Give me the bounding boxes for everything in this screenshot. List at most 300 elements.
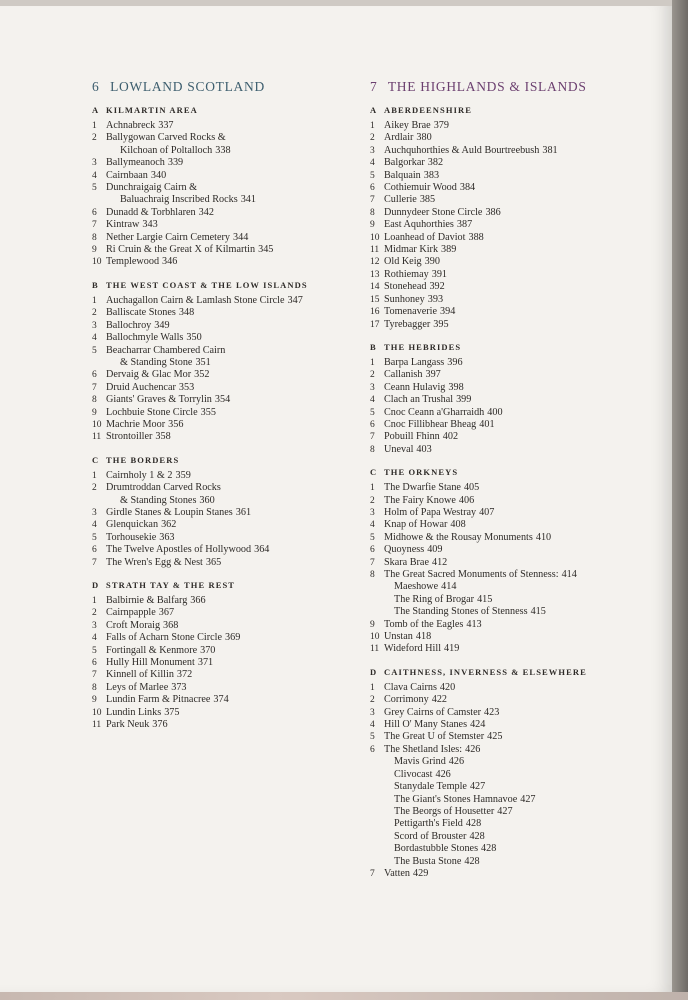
entry-title: Hill O' Many Stanes xyxy=(384,719,468,731)
entry-text xyxy=(384,294,645,306)
section-letter: A xyxy=(370,105,378,115)
entry-page-number: 379 xyxy=(433,120,449,131)
contents-entry xyxy=(370,856,645,868)
entry-title: Cnoc Fillibhear Bheag xyxy=(384,418,477,430)
contents-entry xyxy=(92,482,360,494)
entry-title: Druid Auchencar xyxy=(106,381,176,393)
contents-entry xyxy=(92,120,360,132)
entry-text xyxy=(384,232,645,244)
entry-number: 8 xyxy=(92,395,97,406)
entry-title: Dunadd & Torbhlaren xyxy=(106,206,196,218)
entry-page-number: 367 xyxy=(158,607,175,619)
entry-number: 4 xyxy=(370,720,375,731)
entry-number: 8 xyxy=(92,682,97,693)
entry-text xyxy=(384,707,645,719)
entry-title: & Standing Stone xyxy=(120,356,193,368)
section-letter: D xyxy=(92,580,100,590)
entry-title: Holm of Papa Westray xyxy=(384,506,477,518)
contents-entry xyxy=(370,756,645,768)
entry-number: 1 xyxy=(370,121,375,131)
entry-title: Scord of Brouster xyxy=(394,830,467,842)
entry-title: Dunnydeer Stone Circle xyxy=(384,206,483,218)
contents-entry xyxy=(370,244,645,256)
contents-entry xyxy=(92,219,360,231)
contents-entry xyxy=(370,744,645,756)
entry-title: Knap of Howar xyxy=(384,519,448,531)
entry-number: 4 xyxy=(92,170,97,181)
entry-text xyxy=(106,244,360,256)
entry-text xyxy=(106,145,360,157)
entry-page-number: 391 xyxy=(431,268,447,280)
entry-number: 10 xyxy=(92,419,102,430)
entry-page-number: 347 xyxy=(287,294,303,306)
entry-text xyxy=(106,707,360,719)
contents-entry xyxy=(92,632,360,644)
entry-page-number: 415 xyxy=(530,606,546,618)
contents-section xyxy=(92,103,360,269)
section-heading xyxy=(370,340,645,354)
entry-text xyxy=(384,532,645,544)
entry-page-number: 366 xyxy=(190,595,206,606)
entry-number: 8 xyxy=(370,570,375,580)
entry-text xyxy=(384,594,645,606)
entry-title: Tomenaverie xyxy=(384,306,438,318)
entry-number: 3 xyxy=(370,507,375,518)
entry-title: The Busta Stone xyxy=(394,855,462,867)
entry-text xyxy=(106,332,360,344)
entry-page-number: 394 xyxy=(440,306,456,318)
entry-page-number: 407 xyxy=(479,506,495,518)
entry-text xyxy=(106,394,360,406)
entry-text xyxy=(106,120,360,132)
entry-number: 4 xyxy=(92,333,97,344)
entry-number: 6 xyxy=(92,545,97,556)
contents-entry xyxy=(370,818,645,830)
entry-text xyxy=(384,382,645,394)
entry-page-number: 390 xyxy=(424,256,440,268)
entry-number: 7 xyxy=(370,557,375,568)
entry-text xyxy=(106,645,360,657)
entry-text xyxy=(384,256,645,268)
entry-page-number: 362 xyxy=(161,519,177,531)
entry-text xyxy=(384,831,645,843)
entry-number: 11 xyxy=(92,432,102,443)
entry-title: The Beorgs of Housetter xyxy=(394,805,495,817)
contents-entry xyxy=(92,345,360,357)
entry-title: Maeshowe xyxy=(394,581,439,593)
section-heading xyxy=(92,278,360,292)
entry-page-number: 412 xyxy=(431,556,448,568)
entry-number xyxy=(370,594,384,606)
entry-page-number: 382 xyxy=(427,157,444,169)
entry-page-number: 344 xyxy=(233,231,249,243)
entry-text xyxy=(384,269,645,281)
contents-entry xyxy=(92,357,360,369)
entry-page-number: 413 xyxy=(466,618,482,630)
entry-text xyxy=(384,407,645,419)
entry-number: 2 xyxy=(370,133,375,144)
entry-number xyxy=(370,818,384,830)
contents-entry xyxy=(370,581,645,593)
entry-text xyxy=(384,207,645,219)
entry-number xyxy=(370,806,384,818)
entry-title: The Dwarfie Stane xyxy=(384,482,461,494)
contents-entry xyxy=(92,431,360,443)
contents-entry xyxy=(370,407,645,419)
entry-text xyxy=(384,868,645,880)
entry-text xyxy=(384,482,645,494)
entry-text xyxy=(384,818,645,830)
chapter-number: 7 xyxy=(370,79,378,94)
contents-entry xyxy=(92,719,360,731)
entry-page-number: 342 xyxy=(198,206,214,218)
entry-number: 5 xyxy=(370,407,375,418)
contents-entry xyxy=(370,643,645,655)
contents-entry xyxy=(370,194,645,206)
entry-text xyxy=(106,719,360,731)
entry-number: 7 xyxy=(92,670,97,681)
entry-text xyxy=(384,319,645,331)
contents-column-highlands xyxy=(370,78,645,889)
contents-entry xyxy=(92,470,360,482)
contents-entry xyxy=(92,382,360,394)
entry-number: 8 xyxy=(370,207,375,218)
entry-number: 1 xyxy=(92,596,97,606)
entry-number: 4 xyxy=(92,520,97,531)
contents-entry xyxy=(92,407,360,419)
contents-entry xyxy=(370,594,645,606)
entry-number: 10 xyxy=(370,232,380,243)
entry-page-number: 363 xyxy=(159,531,175,543)
entry-text xyxy=(384,394,645,406)
entry-number: 3 xyxy=(370,382,375,393)
entry-number: 6 xyxy=(92,658,97,669)
entry-page-number: 339 xyxy=(167,157,184,169)
entry-page-number: 360 xyxy=(199,494,215,506)
contents-entry xyxy=(370,719,645,731)
entry-title: Balgorkar xyxy=(384,157,425,169)
entry-title: Machrie Moor xyxy=(106,418,166,430)
entry-number: 5 xyxy=(92,345,97,356)
entry-text xyxy=(384,682,645,694)
contents-entry xyxy=(92,145,360,157)
entry-number: 10 xyxy=(92,707,102,718)
chapter-title: THE HIGHLANDS & ISLANDS xyxy=(387,79,587,94)
entry-page-number: 392 xyxy=(429,281,445,293)
entry-text xyxy=(384,306,645,318)
entry-page-number: 383 xyxy=(423,169,440,181)
contents-entry xyxy=(370,170,645,182)
entry-number xyxy=(370,781,384,793)
section-title: THE ORKNEYS xyxy=(384,467,459,478)
entry-title: Balquain xyxy=(384,169,421,181)
entry-number: 9 xyxy=(92,695,97,706)
entry-title: The Great Sacred Monuments of Stenness: xyxy=(384,569,559,580)
entry-title: Beacharrar Chambered Cairn xyxy=(106,344,226,356)
contents-entry xyxy=(370,569,645,581)
entry-number: 2 xyxy=(370,695,375,706)
contents-entry xyxy=(370,557,645,569)
section-letter: C xyxy=(92,454,100,465)
contents-section xyxy=(370,465,645,656)
entry-number: 2 xyxy=(370,370,375,381)
entry-page-number: 409 xyxy=(427,544,443,556)
contents-entry xyxy=(370,606,645,618)
entry-title: Ri Cruin & the Great X of Kilmartin xyxy=(106,244,256,256)
entry-number: 1 xyxy=(92,295,97,306)
contents-entry xyxy=(92,232,360,244)
entry-title: Ballochmyle Walls xyxy=(106,332,184,344)
entry-title: Stonehead xyxy=(384,281,427,293)
section-title: CAITHNESS, INVERNESS & ELSEWHERE xyxy=(384,666,587,677)
entry-title: The Twelve Apostles of Hollywood xyxy=(106,544,252,556)
contents-entry xyxy=(370,831,645,843)
entry-number: 12 xyxy=(370,257,380,268)
entry-number: 3 xyxy=(370,707,375,718)
entry-text xyxy=(384,157,645,169)
entry-page-number: 359 xyxy=(175,469,191,481)
contents-entry xyxy=(370,145,645,157)
chapter-title: LOWLAND SCOTLAND xyxy=(110,79,265,94)
entry-page-number: 425 xyxy=(487,731,503,743)
entry-text xyxy=(106,607,360,619)
entry-page-number: 426 xyxy=(435,768,451,780)
entry-page-number: 395 xyxy=(433,318,449,330)
entry-title: & Standing Stones xyxy=(120,494,197,506)
page-bottom-edge xyxy=(0,992,688,1000)
entry-number: 7 xyxy=(92,382,97,393)
entry-title: Auchquhorthies & Auld Bourtreebush xyxy=(384,144,540,156)
contents-entry xyxy=(370,232,645,244)
entry-page-number: 355 xyxy=(200,406,216,418)
entry-number: 1 xyxy=(370,682,375,693)
entry-page-number: 370 xyxy=(200,644,216,656)
entry-title: Skara Brae xyxy=(384,556,429,568)
entry-text xyxy=(384,281,645,293)
entry-number: 13 xyxy=(370,269,380,280)
entry-title: Pobuill Fhinn xyxy=(384,431,440,443)
entry-text xyxy=(384,756,645,768)
entry-title: Bordastubble Stones xyxy=(394,843,479,855)
contents-entry xyxy=(370,482,645,494)
entry-page-number: 427 xyxy=(469,781,486,793)
entry-title: Cairnholy 1 & 2 xyxy=(106,469,173,481)
entry-text xyxy=(384,170,645,182)
entry-text xyxy=(384,495,645,507)
entry-title: Kilchoan of Poltalloch xyxy=(120,144,213,156)
entry-title: Tyrebagger xyxy=(384,318,431,330)
entry-text xyxy=(384,182,645,194)
contents-entry xyxy=(92,519,360,531)
entry-text xyxy=(384,244,645,256)
contents-entry xyxy=(370,157,645,169)
entry-text xyxy=(106,544,360,556)
entry-number: 4 xyxy=(370,520,375,531)
entry-page-number: 427 xyxy=(520,793,536,805)
entry-page-number: 341 xyxy=(240,194,256,206)
section-letter: C xyxy=(370,467,378,478)
entry-page-number: 424 xyxy=(470,719,486,731)
contents-entry xyxy=(370,306,645,318)
entry-title: Glenquickan xyxy=(106,519,159,531)
entry-page-number: 376 xyxy=(152,719,168,731)
contents-entry xyxy=(92,394,360,406)
entry-page-number: 414 xyxy=(561,569,577,580)
contents-entry xyxy=(92,332,360,344)
entry-text xyxy=(106,470,360,482)
entry-page-number: 420 xyxy=(439,681,456,693)
entry-page-number: 429 xyxy=(413,867,429,879)
entry-page-number: 369 xyxy=(225,632,241,644)
entry-title: Clava Cairns xyxy=(384,681,437,693)
section-heading xyxy=(370,665,645,679)
entry-title: Fortingall & Kenmore xyxy=(106,644,198,656)
entry-text xyxy=(384,856,645,868)
contents-entry xyxy=(92,295,360,307)
contents-entry xyxy=(92,607,360,619)
entry-number xyxy=(92,357,106,369)
entry-page-number: 408 xyxy=(450,519,466,531)
entry-title: Cothiemuir Wood xyxy=(384,182,457,194)
entry-text xyxy=(106,532,360,544)
entry-page-number: 349 xyxy=(154,319,170,331)
contents-entry xyxy=(370,694,645,706)
entry-number: 4 xyxy=(370,158,375,169)
entry-text xyxy=(106,595,360,607)
chapter-heading xyxy=(370,78,645,95)
entry-number xyxy=(370,769,384,781)
entry-number: 5 xyxy=(370,732,375,743)
contents-entry xyxy=(370,631,645,643)
entry-number: 7 xyxy=(92,220,97,231)
entry-number xyxy=(370,843,384,855)
entry-text xyxy=(106,682,360,694)
entry-number: 7 xyxy=(370,868,375,879)
contents-entry xyxy=(370,495,645,507)
contents-entry xyxy=(92,544,360,556)
entry-number xyxy=(370,831,384,843)
entry-text xyxy=(106,357,360,369)
entry-title: Unstan xyxy=(384,631,413,643)
entry-page-number: 380 xyxy=(416,132,432,144)
entry-list xyxy=(92,120,360,269)
entry-number: 7 xyxy=(92,557,97,568)
entry-text xyxy=(106,669,360,681)
entry-number: 5 xyxy=(370,170,375,181)
entry-text xyxy=(106,132,360,144)
entry-text xyxy=(106,207,360,219)
section-title: STRATH TAY & THE REST xyxy=(106,580,236,590)
entry-text xyxy=(106,256,360,268)
section-heading xyxy=(92,103,360,117)
entry-page-number: 356 xyxy=(168,418,184,430)
contents-entry xyxy=(92,669,360,681)
entry-title: Auchagallon Cairn & Lamlash Stone Circle xyxy=(106,294,285,306)
section-title: THE WEST COAST & THE LOW ISLANDS xyxy=(106,279,308,290)
contents-entry xyxy=(370,382,645,394)
entry-number: 2 xyxy=(92,483,97,494)
entry-title: Leys of Marlee xyxy=(106,681,169,693)
entry-number: 7 xyxy=(370,195,375,206)
entry-page-number: 398 xyxy=(448,381,464,393)
entry-title: East Aquhorthies xyxy=(384,219,454,231)
entry-page-number: 415 xyxy=(477,593,493,605)
entry-text xyxy=(384,619,645,631)
entry-number: 8 xyxy=(92,232,97,243)
entry-title: Vatten xyxy=(384,867,411,879)
contents-entry xyxy=(370,794,645,806)
entry-number: 16 xyxy=(370,307,380,318)
entry-page-number: 405 xyxy=(463,482,480,494)
entry-number: 10 xyxy=(92,257,102,268)
entry-title: Quoyness xyxy=(384,544,425,556)
entry-page-number: 365 xyxy=(205,556,222,568)
contents-entry xyxy=(92,170,360,182)
entry-title: The Giant's Stones Hamnavoe xyxy=(394,793,518,805)
contents-entry xyxy=(92,244,360,256)
entry-number: 3 xyxy=(92,320,97,331)
entry-title: The Standing Stones of Stenness xyxy=(394,606,528,618)
contents-entry xyxy=(92,256,360,268)
entry-page-number: 423 xyxy=(484,706,500,718)
contents-entry xyxy=(370,619,645,631)
contents-entry xyxy=(370,532,645,544)
contents-entry xyxy=(370,294,645,306)
entry-list xyxy=(92,295,360,444)
entry-text xyxy=(106,232,360,244)
entry-title: Torhousekie xyxy=(106,531,157,543)
entry-title: Drumtroddan Carved Rocks xyxy=(106,482,221,494)
contents-entry xyxy=(92,369,360,381)
entry-text xyxy=(106,519,360,531)
entry-title: Croft Moraig xyxy=(106,619,161,631)
entry-number: 14 xyxy=(370,282,380,293)
entry-text xyxy=(106,694,360,706)
entry-text xyxy=(106,320,360,332)
section-letter: B xyxy=(92,279,99,290)
entry-page-number: 414 xyxy=(441,581,457,593)
entry-title: Ballygowan Carved Rocks & xyxy=(106,132,226,144)
section-list xyxy=(92,103,360,731)
contents-entry xyxy=(370,120,645,132)
entry-title: Ballochroy xyxy=(106,319,152,331)
entry-text xyxy=(106,657,360,669)
entry-page-number: 348 xyxy=(178,307,195,319)
entry-title: Loanhead of Daviot xyxy=(384,231,466,243)
entry-number: 17 xyxy=(370,319,380,330)
entry-page-number: 337 xyxy=(158,120,174,131)
entry-title: Hully Hill Monument xyxy=(106,657,195,669)
entry-number: 6 xyxy=(92,370,97,381)
entry-text xyxy=(106,157,360,169)
entry-number: 11 xyxy=(370,644,380,655)
entry-title: Wideford Hill xyxy=(384,643,442,655)
contents-section xyxy=(92,578,360,731)
contents-entry xyxy=(370,394,645,406)
contents-entry xyxy=(92,682,360,694)
entry-title: The Ring of Brogar xyxy=(394,593,475,605)
entry-title: Old Keig xyxy=(384,256,422,268)
section-list xyxy=(370,103,645,880)
entry-title: Cnoc Ceann a'Gharraidh xyxy=(384,406,485,418)
entry-text xyxy=(384,794,645,806)
entry-title: The Great U of Stemster xyxy=(384,731,485,743)
entry-text xyxy=(106,431,360,443)
entry-title: Ardlair xyxy=(384,132,414,144)
entry-text xyxy=(106,557,360,569)
contents-entry xyxy=(370,269,645,281)
entry-title: Clach an Trushal xyxy=(384,394,454,406)
